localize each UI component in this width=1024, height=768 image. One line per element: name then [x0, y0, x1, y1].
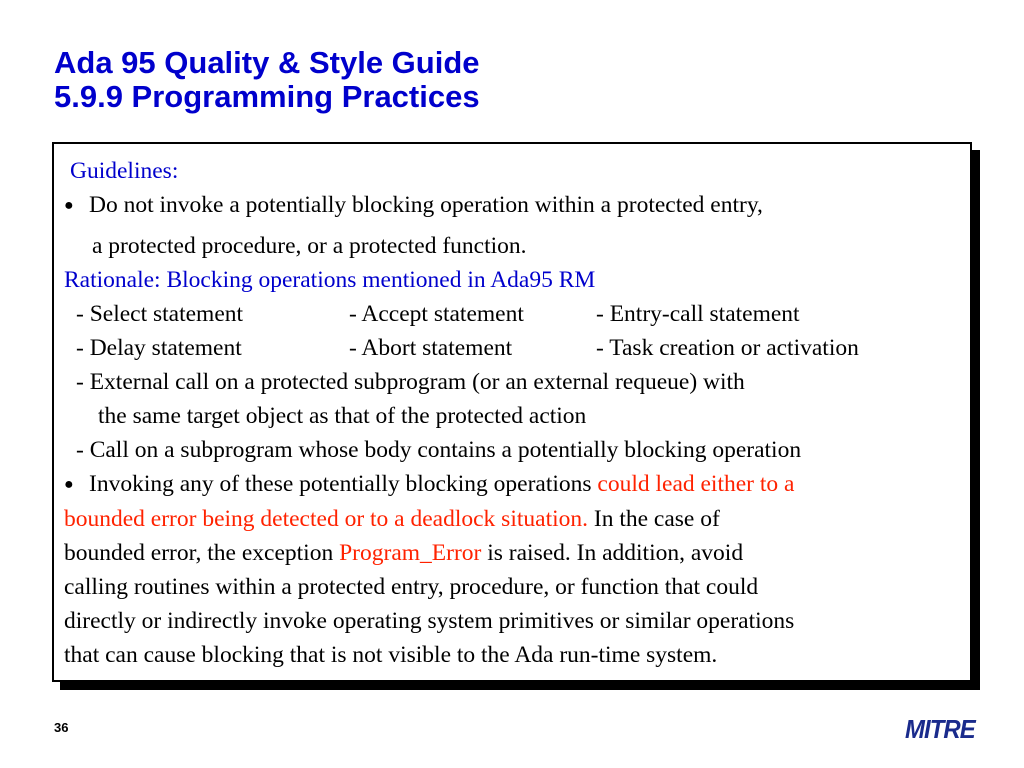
guidelines-heading: Guidelines:	[70, 158, 179, 184]
emphasis-text-1: could lead either to a	[597, 471, 795, 497]
paragraph-text-1: Invoking any of these potentially blocking operations	[89, 471, 598, 497]
bullet-icon: ●	[64, 476, 74, 493]
guideline-1	[64, 188, 964, 223]
op-external-call-line-1: - External call on a protected subprogram (or an external requeue) with	[76, 369, 745, 395]
op-task-creation: - Task creation or activation	[596, 335, 859, 361]
paragraph-text-4: is raised. In addition, avoid	[481, 540, 744, 566]
guideline-1-line-2: a protected procedure, or a protected function.	[92, 233, 527, 259]
content-box	[52, 142, 972, 682]
title-line-1: Ada 95 Quality & Style Guide	[54, 45, 480, 80]
paragraph-line-5: directly or indirectly invoke operating system primitives or similar operations	[64, 608, 795, 634]
paragraph-line-4: calling routines within a protected entry, procedure, or function that could	[64, 574, 759, 600]
paragraph-text-3: bounded error, the exception	[64, 540, 340, 566]
op-delay: - Delay statement	[76, 335, 242, 361]
mitre-logo: MITRE	[905, 714, 975, 744]
bullet-icon: ●	[64, 197, 74, 214]
op-accept: - Accept statement	[349, 301, 524, 327]
op-entry-call: - Entry-call statement	[596, 301, 800, 327]
paragraph-line-1	[64, 467, 964, 502]
exception-name: Program_Error	[339, 540, 482, 566]
op-select: - Select statement	[76, 301, 244, 327]
paragraph-line-6: that can cause blocking that is not visible to the Ada run-time system.	[64, 642, 718, 668]
paragraph-line-3	[64, 536, 964, 570]
op-external-call-line-2: the same target object as that of the protected action	[98, 403, 587, 429]
operations-row-1	[64, 297, 964, 331]
guideline-1-line-1: Do not invoke a potentially blocking operation within a protected entry,	[89, 192, 763, 218]
operations-row-2	[64, 331, 964, 365]
op-call-subprogram: - Call on a subprogram whose body contains a potentially blocking operation	[76, 437, 802, 463]
rationale-heading: Rationale: Blocking operations mentioned in Ada95 RM	[64, 267, 596, 293]
op-abort: - Abort statement	[349, 335, 513, 361]
paragraph-line-2	[64, 502, 964, 536]
slide-title	[54, 46, 480, 114]
paragraph-text-2: In the case of	[588, 506, 720, 532]
emphasis-text-2: bounded error being detected or to a deadlock situation.	[64, 506, 588, 532]
content-body	[64, 154, 964, 672]
page-number: 36	[54, 720, 69, 735]
title-line-2: 5.9.9 Programming Practices	[54, 79, 480, 114]
